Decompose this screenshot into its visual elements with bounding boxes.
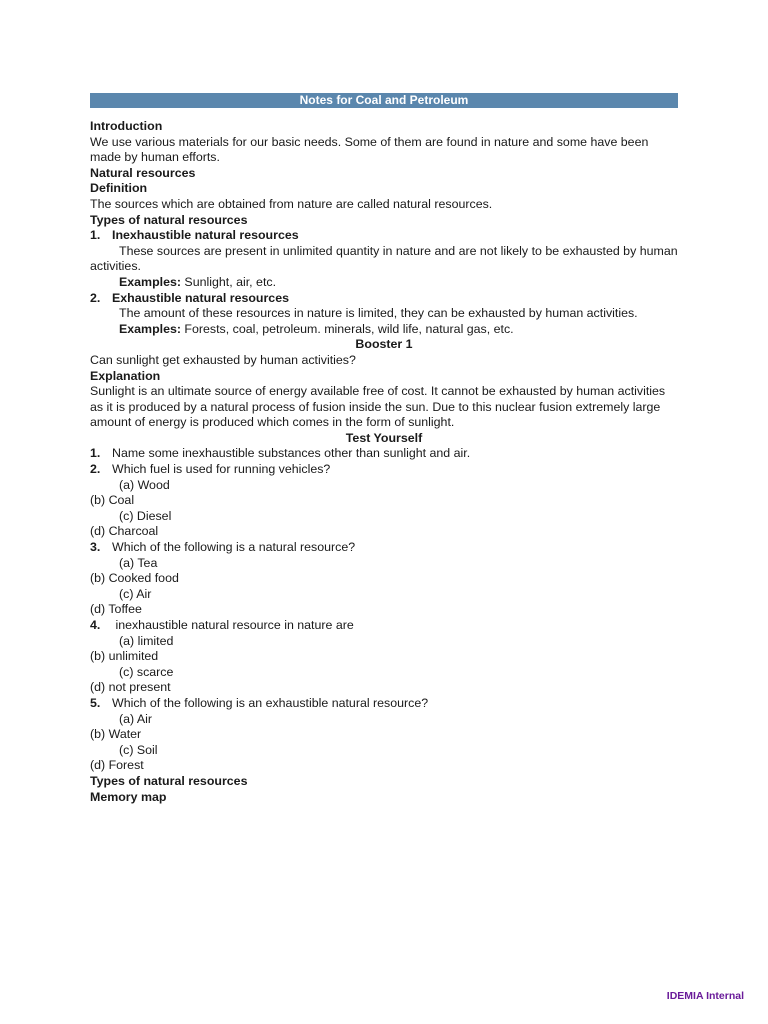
option: (d) Toffee xyxy=(90,602,142,617)
option: (a) limited xyxy=(119,633,174,648)
definition-text: The sources which are obtained from nature are called natural resources. xyxy=(90,196,493,211)
document-body xyxy=(90,93,678,805)
question-item: 3. Which of the following is a natural resource? xyxy=(90,540,356,555)
test-yourself-heading: Test Yourself xyxy=(345,430,423,445)
option: (c) scarce xyxy=(119,664,174,679)
question-item: 5. Which of the following is an exhaustible natural resource? xyxy=(90,695,429,710)
type-name: Exhaustible natural resources xyxy=(112,290,289,305)
types-heading: Types of natural resources xyxy=(90,212,248,227)
natural-resources-heading: Natural resources xyxy=(90,165,196,180)
type-description: The amount of these resources in nature is limited, they can be exhausted by human activities. xyxy=(119,306,638,321)
question-item: 4. inexhaustible natural resource in nature are xyxy=(90,618,354,632)
option: (c) Air xyxy=(119,586,152,601)
type-number: 2. xyxy=(90,290,101,305)
explanation-text: Sunlight is an ultimate source of energy available free of cost. It cannot be exhausted by human activities as it is produced by a natural process of fusion inside the sun. Due to this nuclear fusion extremely large amount of energy is produced which comes in the form of sunlight. xyxy=(90,384,666,430)
option: (d) Forest xyxy=(90,758,144,773)
memory-map-heading: Memory map xyxy=(90,789,167,804)
explanation-heading: Explanation xyxy=(90,368,161,383)
type-number: 1. xyxy=(90,228,101,243)
option: (a) Tea xyxy=(119,555,158,570)
introduction-text: We use various materials for our basic needs. Some of them are found in nature and some have been made by human efforts. xyxy=(90,134,649,165)
type-examples: Examples: Sunlight, air, etc. xyxy=(119,274,277,289)
option: (c) Soil xyxy=(119,742,158,757)
closing-types-heading: Types of natural resources xyxy=(90,773,248,788)
booster-question: Can sunlight get exhausted by human activities? xyxy=(90,352,356,367)
option: (b) unlimited xyxy=(90,649,159,664)
footer-label: IDEMIA Internal xyxy=(666,990,744,1002)
booster-heading: Booster 1 xyxy=(355,337,413,352)
option: (d) not present xyxy=(90,680,171,695)
type-name: Inexhaustible natural resources xyxy=(112,228,299,243)
document-title: Notes for Coal and Petroleum xyxy=(90,93,678,108)
option: (b) Water xyxy=(90,727,142,742)
introduction-heading: Introduction xyxy=(90,119,163,133)
type-examples: Examples: Forests, coal, petroleum. minerals, wild life, natural gas, etc. xyxy=(119,321,514,336)
type-description: These sources are present in unlimited quantity in nature and are not likely to be exhausted by human activities. xyxy=(90,243,678,274)
option: (b) Coal xyxy=(90,493,135,508)
type-item xyxy=(90,228,678,244)
question-item: 1. Name some inexhaustible substances other than sunlight and air. xyxy=(90,446,471,461)
option: (c) Diesel xyxy=(119,508,172,523)
definition-heading: Definition xyxy=(90,181,148,196)
option: (a) Wood xyxy=(119,477,170,492)
question-item: 2. Which fuel is used for running vehicles? xyxy=(90,462,331,477)
type-item xyxy=(90,291,678,307)
option: (d) Charcoal xyxy=(90,524,159,539)
option: (a) Air xyxy=(119,711,153,726)
option: (b) Cooked food xyxy=(90,571,179,586)
